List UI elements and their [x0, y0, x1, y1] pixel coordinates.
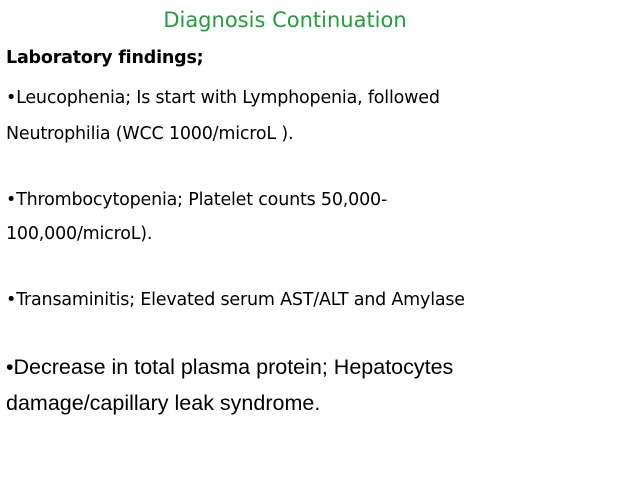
bullet-line: •Decrease in total plasma protein; Hepatocytes	[6, 355, 454, 379]
bullet-line: •Leucophenia; Is start with Lymphopenia, followed	[6, 88, 440, 108]
bullet-line: Neutrophilia (WCC 1000/microL ).	[6, 124, 294, 144]
bullet-line: 100,000/microL).	[6, 224, 153, 244]
subheading: Laboratory findings;	[6, 48, 204, 68]
bullet-line: •Transaminitis; Elevated serum AST/ALT and Amylase	[6, 290, 465, 310]
bullet-line: damage/capillary leak syndrome.	[6, 391, 321, 415]
bullet-line: •Thrombocytopenia; Platelet counts 50,000-	[6, 190, 388, 210]
slide-title: Diagnosis Continuation	[163, 8, 407, 32]
